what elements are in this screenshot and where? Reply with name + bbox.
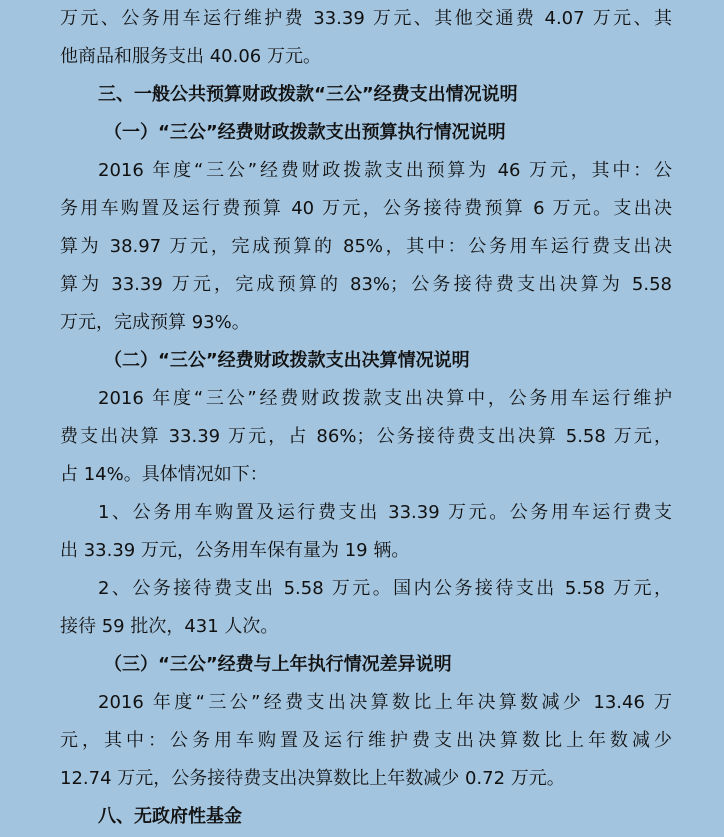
subsection-heading: （一）“三公”经费财政拨款支出预算执行情况说明	[104, 122, 506, 143]
paragraph-line: 万元，完成预算 93%。	[60, 312, 250, 333]
paragraph-line: 务用车购置及运行费预算 40 万元，公务接待费预算 6 万元。支出决	[60, 198, 672, 219]
paragraph-line: 2016 年度“三公”经费财政拨款支出决算中，公务用车运行维护	[98, 388, 672, 409]
paragraph-line: 算为 33.39 万元，完成预算的 83%；公务接待费支出决算为 5.58	[60, 274, 672, 295]
paragraph-line: 占 14%。具体情况如下：	[60, 464, 268, 485]
paragraph-line: 2016 年度“三公”经费支出决算数比上年决算数减少 13.46 万	[98, 692, 672, 713]
paragraph-line: 1、公务用车购置及运行费支出 33.39 万元。公务用车运行费支	[98, 502, 672, 523]
paragraph-line: 2、公务接待费支出 5.58 万元。国内公务接待支出 5.58 万元，	[98, 578, 672, 599]
section-heading: 三、一般公共预算财政拨款“三公”经费支出情况说明	[98, 84, 518, 105]
paragraph-line: 接待 59 批次，431 人次。	[60, 616, 279, 637]
section-heading: 八、无政府性基金	[98, 806, 242, 827]
paragraph-line: 算为 38.97 万元，完成预算的 85%，其中：公务用车运行费支出决	[60, 236, 672, 257]
paragraph-line: 元，其中：公务用车购置及运行维护费支出决算数比上年数减少	[60, 730, 672, 751]
subsection-heading: （二）“三公”经费财政拨款支出决算情况说明	[104, 350, 470, 371]
paragraph-line: 费支出决算 33.39 万元，占 86%；公务接待费支出决算 5.58 万元，	[60, 426, 672, 447]
paragraph-line: 万元、公务用车运行维护费 33.39 万元、其他交通费 4.07 万元、其	[60, 8, 672, 29]
paragraph-line: 他商品和服务支出 40.06 万元。	[60, 46, 321, 67]
subsection-heading: （三）“三公”经费与上年执行情况差异说明	[104, 654, 452, 675]
paragraph-line: 出 33.39 万元，公务用车保有量为 19 辆。	[60, 540, 410, 561]
paragraph-line: 12.74 万元，公务接待费支出决算数比上年数减少 0.72 万元。	[60, 768, 565, 789]
paragraph-line: 2016 年度“三公”经费财政拨款支出预算为 46 万元，其中：公	[98, 160, 672, 181]
